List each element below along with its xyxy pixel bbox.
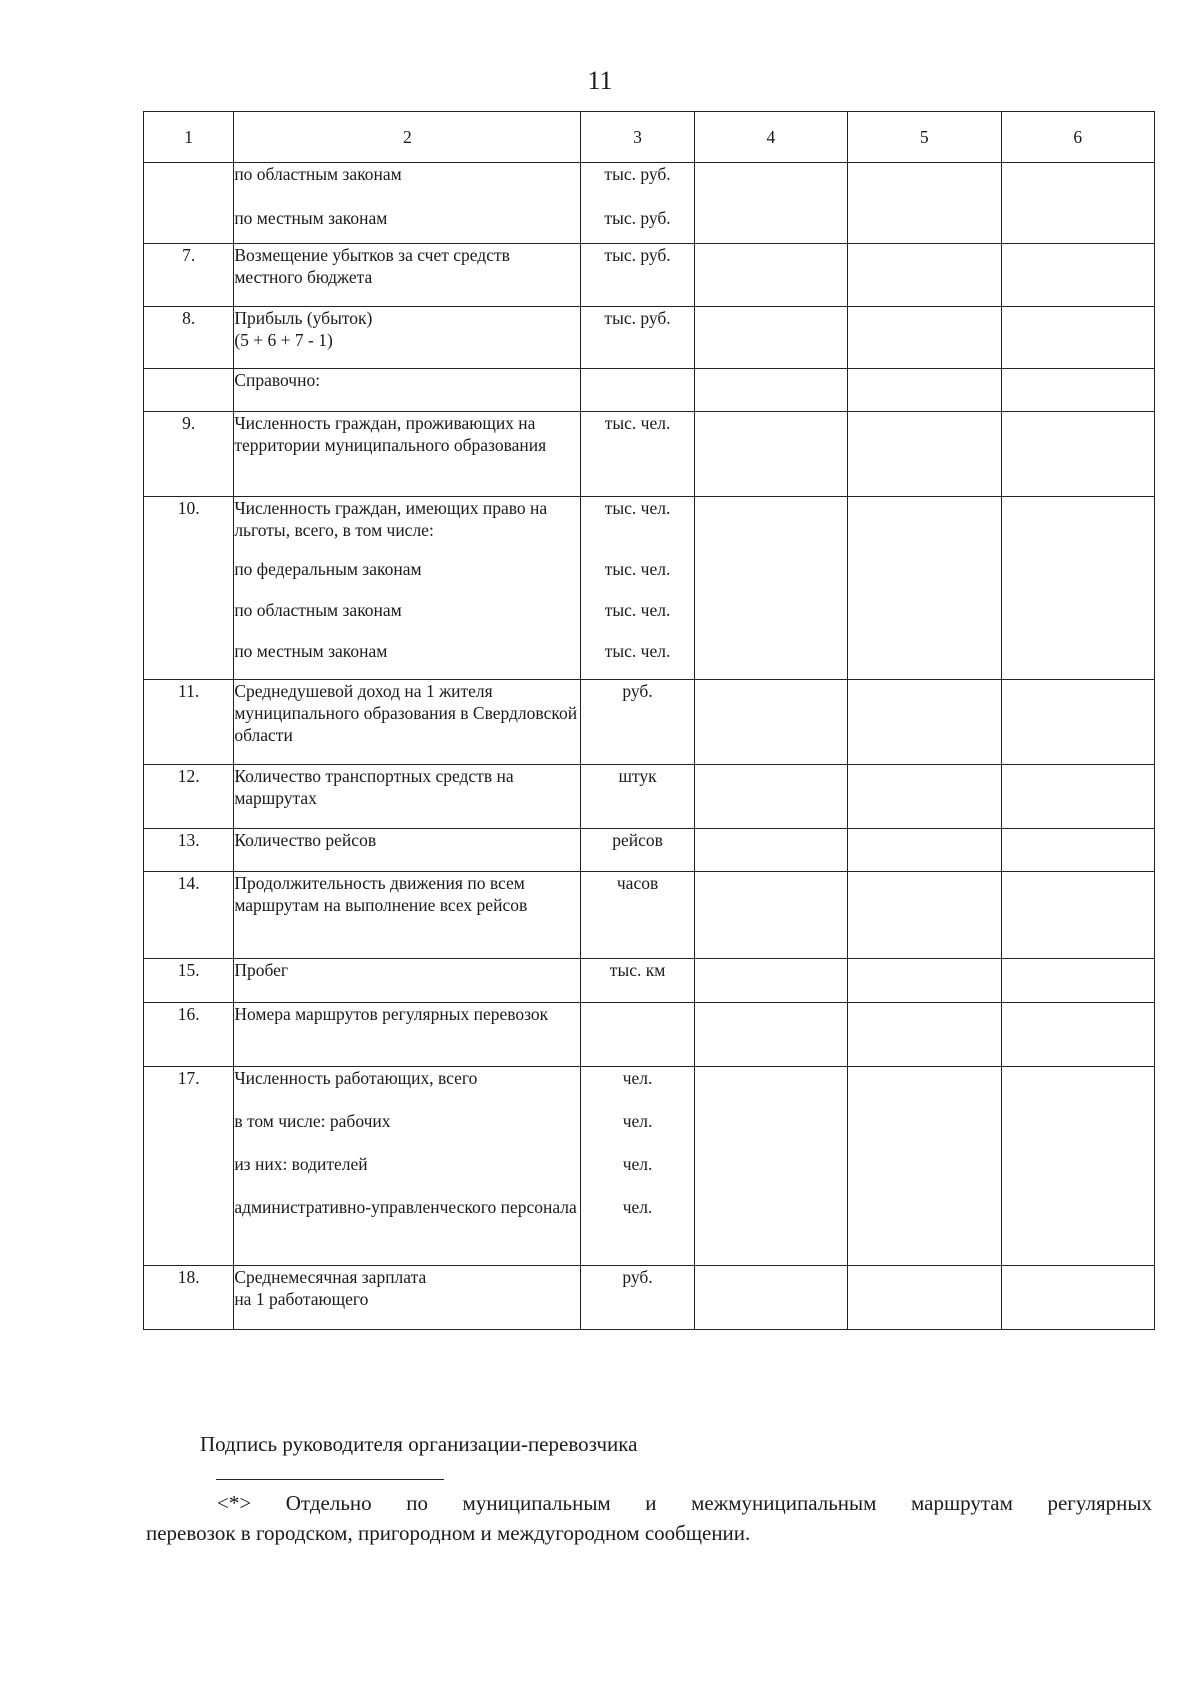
row-line: по федеральным законам: [234, 559, 422, 579]
row-description: [234, 307, 581, 369]
unit-line: чел.: [622, 1197, 653, 1217]
header-col-3: 3: [581, 112, 694, 163]
row-unit: [581, 765, 694, 829]
row-line: Пробег: [234, 960, 289, 980]
value-cell: [694, 163, 847, 244]
unit-line: чел.: [622, 1068, 653, 1088]
table-row: [144, 829, 1155, 872]
footnote-line: <*> Отдельно по муниципальным и межмуниципальным маршрутам регулярных: [217, 1491, 1152, 1515]
row-line: Номера маршрутов регулярных перевозок: [234, 1004, 549, 1024]
value-cell: [694, 497, 847, 680]
row-line: Среднедушевой доход на 1 жителя муниципального образования в Свердловской области: [234, 681, 578, 745]
report-table: [143, 111, 1155, 1330]
table-row: [144, 1067, 1155, 1266]
table-row: [144, 1266, 1155, 1330]
value-cell: [694, 369, 847, 412]
row-description: [234, 1266, 581, 1330]
row-number: 8.: [144, 307, 234, 369]
value-cell: [694, 872, 847, 959]
row-unit: [581, 1266, 694, 1330]
page-number: 11: [587, 66, 613, 95]
value-cell: [848, 680, 1001, 765]
row-number: [144, 369, 234, 412]
row-number: 13.: [144, 829, 234, 872]
value-cell: [848, 765, 1001, 829]
value-cell: [1001, 307, 1154, 369]
header-col-6: 6: [1001, 112, 1154, 163]
unit-line: штук: [618, 766, 657, 786]
unit-line: тыс. чел.: [604, 600, 671, 620]
row-number: 12.: [144, 765, 234, 829]
header-col-4: 4: [694, 112, 847, 163]
row-line: Среднемесячная зарплата: [234, 1267, 427, 1287]
value-cell: [848, 369, 1001, 412]
value-cell: [694, 765, 847, 829]
row-number: 11.: [144, 680, 234, 765]
row-description: [234, 497, 581, 680]
row-line: по местным законам: [234, 208, 388, 228]
row-number: 15.: [144, 959, 234, 1003]
row-line: на 1 работающего: [234, 1289, 369, 1309]
row-line: Численность граждан, имеющих право на льготы, всего, в том числе:: [234, 498, 548, 540]
unit-line: руб.: [622, 681, 653, 701]
row-line: по областным законам: [234, 164, 402, 184]
unit-line: руб.: [622, 1267, 653, 1287]
row-line: по местным законам: [234, 641, 388, 661]
row-line: административно-управленческого персонала: [234, 1197, 577, 1217]
unit-line: тыс. руб.: [604, 308, 671, 328]
header-col-1: 1: [144, 112, 234, 163]
value-cell: [1001, 1003, 1154, 1067]
value-cell: [848, 872, 1001, 959]
row-description: [234, 412, 581, 497]
value-cell: [848, 959, 1001, 1003]
row-line: Прибыль (убыток): [234, 308, 373, 328]
table-row: [144, 163, 1155, 244]
row-line: Справочно:: [234, 370, 321, 390]
value-cell: [848, 1266, 1001, 1330]
table-row: [144, 765, 1155, 829]
unit-line: тыс. чел.: [604, 498, 671, 518]
row-number: 7.: [144, 244, 234, 307]
row-unit: [581, 307, 694, 369]
row-line: в том числе: рабочих: [234, 1111, 391, 1131]
signature-label: Подпись руководителя организации-перевозчика: [200, 1432, 638, 1456]
value-cell: [694, 244, 847, 307]
table-row: [144, 369, 1155, 412]
unit-line: чел.: [622, 1111, 653, 1131]
value-cell: [694, 1067, 847, 1266]
table-row: [144, 680, 1155, 765]
value-cell: [694, 1003, 847, 1067]
row-unit: [581, 1067, 694, 1266]
table-row: [144, 872, 1155, 959]
value-cell: [1001, 244, 1154, 307]
value-cell: [694, 307, 847, 369]
value-cell: [1001, 1067, 1154, 1266]
row-unit: [581, 959, 694, 1003]
row-unit: [581, 1003, 694, 1067]
value-cell: [1001, 369, 1154, 412]
row-number: 14.: [144, 872, 234, 959]
unit-line: тыс. руб.: [604, 208, 671, 228]
row-unit: [581, 497, 694, 680]
row-number: 16.: [144, 1003, 234, 1067]
table-row: [144, 307, 1155, 369]
row-number: 10.: [144, 497, 234, 680]
row-description: [234, 244, 581, 307]
row-description: [234, 369, 581, 412]
unit-line: тыс. руб.: [604, 245, 671, 265]
value-cell: [694, 959, 847, 1003]
value-cell: [848, 244, 1001, 307]
row-description: [234, 163, 581, 244]
value-cell: [848, 307, 1001, 369]
row-description: [234, 765, 581, 829]
value-cell: [848, 163, 1001, 244]
value-cell: [1001, 829, 1154, 872]
row-description: [234, 680, 581, 765]
footnote-line: перевозок в городском, пригородном и междугородном сообщении.: [146, 1521, 751, 1545]
value-cell: [1001, 1266, 1154, 1330]
unit-line: тыс. чел.: [604, 641, 671, 661]
table-row: [144, 959, 1155, 1003]
row-line: (5 + 6 + 7 - 1): [234, 330, 333, 350]
row-number: 18.: [144, 1266, 234, 1330]
row-line: Возмещение убытков за счет средств местного бюджета: [234, 245, 510, 287]
row-unit: [581, 680, 694, 765]
value-cell: [694, 1266, 847, 1330]
value-cell: [848, 1067, 1001, 1266]
row-line: по областным законам: [234, 600, 402, 620]
value-cell: [848, 829, 1001, 872]
row-unit: [581, 244, 694, 307]
value-cell: [1001, 959, 1154, 1003]
unit-line: часов: [616, 873, 659, 893]
unit-line: тыс. руб.: [604, 164, 671, 184]
value-cell: [694, 680, 847, 765]
value-cell: [1001, 497, 1154, 680]
row-number: 9.: [144, 412, 234, 497]
row-line: Численность работающих, всего: [234, 1068, 478, 1088]
row-unit: [581, 412, 694, 497]
row-number: 17.: [144, 1067, 234, 1266]
unit-line: тыс. км: [609, 960, 666, 980]
header-row: [144, 112, 1155, 163]
value-cell: [694, 829, 847, 872]
row-line: Количество рейсов: [234, 830, 377, 850]
row-description: [234, 1003, 581, 1067]
unit-line: рейсов: [612, 830, 663, 850]
table-row: [144, 244, 1155, 307]
row-number: [144, 163, 234, 244]
row-unit: [581, 829, 694, 872]
value-cell: [848, 1003, 1001, 1067]
row-description: [234, 829, 581, 872]
value-cell: [848, 497, 1001, 680]
unit-line: тыс. чел.: [604, 413, 671, 433]
footnote-divider: [216, 1479, 444, 1480]
value-cell: [848, 412, 1001, 497]
row-line: Продолжительность движения по всем маршрутам на выполнение всех рейсов: [234, 873, 528, 915]
table-row: [144, 1003, 1155, 1067]
row-unit: [581, 369, 694, 412]
value-cell: [694, 412, 847, 497]
row-line: Количество транспортных средств на маршрутах: [234, 766, 514, 808]
footnote: [146, 1488, 1152, 1548]
row-unit: [581, 163, 694, 244]
row-unit: [581, 872, 694, 959]
value-cell: [1001, 765, 1154, 829]
unit-line: тыс. чел.: [604, 559, 671, 579]
header-col-2: 2: [234, 112, 581, 163]
table-row: [144, 412, 1155, 497]
value-cell: [1001, 680, 1154, 765]
table-row: [144, 497, 1155, 680]
unit-line: чел.: [622, 1154, 653, 1174]
row-description: [234, 1067, 581, 1266]
row-line: Численность граждан, проживающих на территории муниципального образования: [234, 413, 547, 455]
value-cell: [1001, 872, 1154, 959]
value-cell: [1001, 163, 1154, 244]
row-description: [234, 872, 581, 959]
value-cell: [1001, 412, 1154, 497]
header-col-5: 5: [848, 112, 1001, 163]
row-line: из них: водителей: [234, 1154, 368, 1174]
row-description: [234, 959, 581, 1003]
